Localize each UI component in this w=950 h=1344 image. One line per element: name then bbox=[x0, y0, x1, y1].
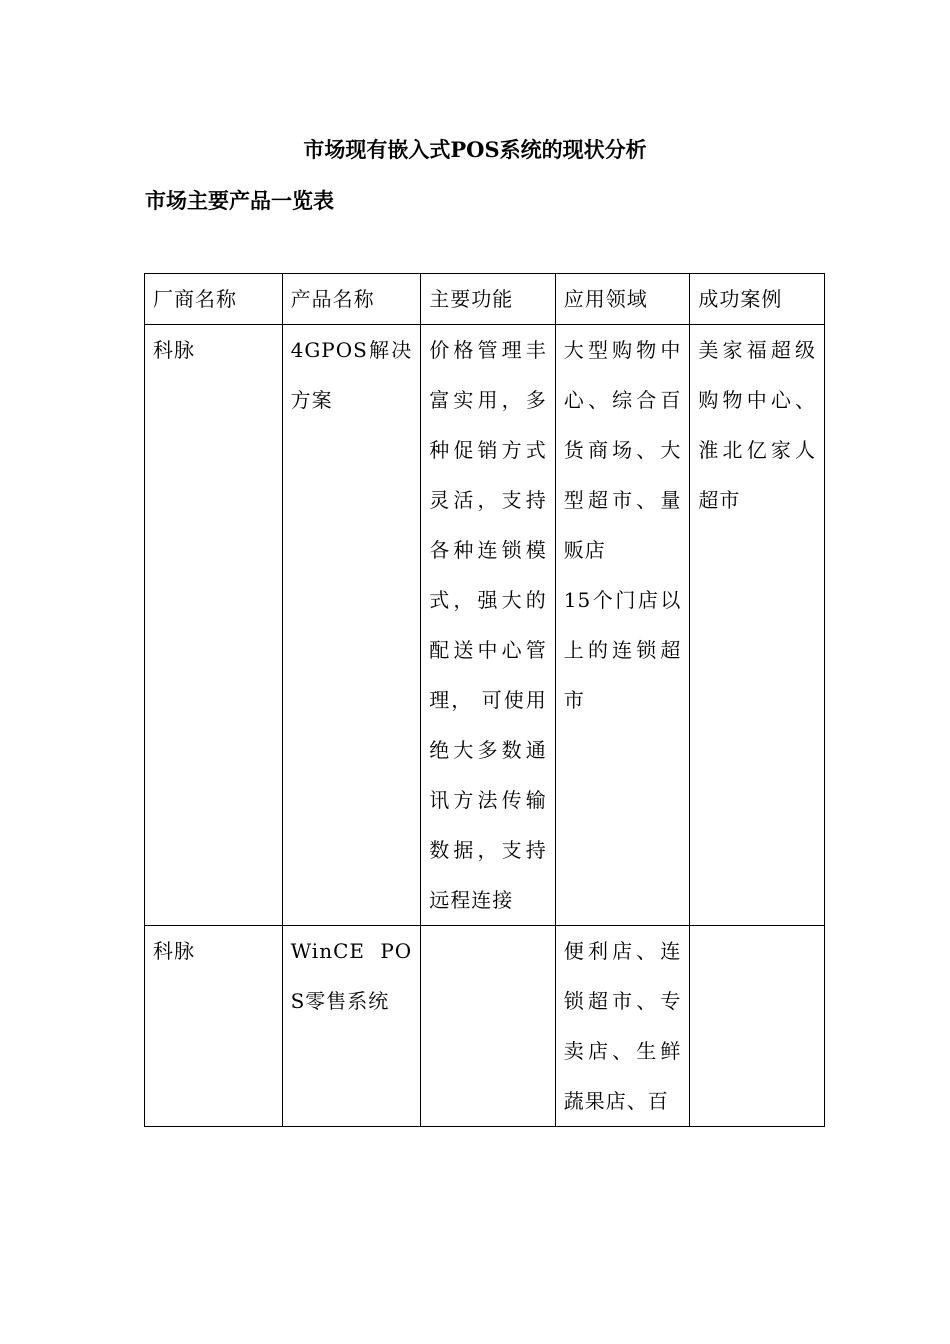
domain-cell bbox=[555, 325, 690, 926]
vendor-cell: 科脉 bbox=[145, 325, 283, 926]
domain-cell bbox=[555, 926, 690, 1127]
table-header-row bbox=[145, 274, 825, 325]
domain-line: 15个门店以上的连锁超市 bbox=[563, 588, 682, 712]
table-row bbox=[145, 325, 825, 926]
domain-line: 便利店、连锁超市、专卖店、生鲜蔬果店、百 bbox=[563, 939, 682, 1113]
header-product: 产品名称 bbox=[282, 274, 421, 325]
table-row bbox=[145, 926, 825, 1127]
product-cell: WinCE POS零售系统 bbox=[282, 926, 421, 1127]
header-cases: 成功案例 bbox=[690, 274, 825, 325]
product-table bbox=[144, 273, 825, 1127]
document-title: 市场现有嵌入式POS系统的现状分析 bbox=[303, 137, 647, 162]
functions-cell bbox=[421, 926, 556, 1127]
cases-cell: 美家福超级购物中心、淮北亿家人超市 bbox=[690, 325, 825, 926]
document-subtitle: 市场主要产品一览表 bbox=[145, 188, 334, 213]
domain-line: 大型购物中心、综合百货商场、大型超市、量贩店 bbox=[563, 338, 682, 562]
header-vendor: 厂商名称 bbox=[145, 274, 283, 325]
vendor-cell: 科脉 bbox=[145, 926, 283, 1127]
header-functions: 主要功能 bbox=[421, 274, 556, 325]
product-cell: 4GPOS解决方案 bbox=[282, 325, 421, 926]
header-domain: 应用领域 bbox=[555, 274, 690, 325]
cases-cell bbox=[690, 926, 825, 1127]
functions-cell: 价格管理丰富实用，多种促销方式灵活，支持各种连锁模式，强大的配送中心管理， 可使用绝大多数通讯方法传输数据，支持远程连接 bbox=[421, 325, 556, 926]
